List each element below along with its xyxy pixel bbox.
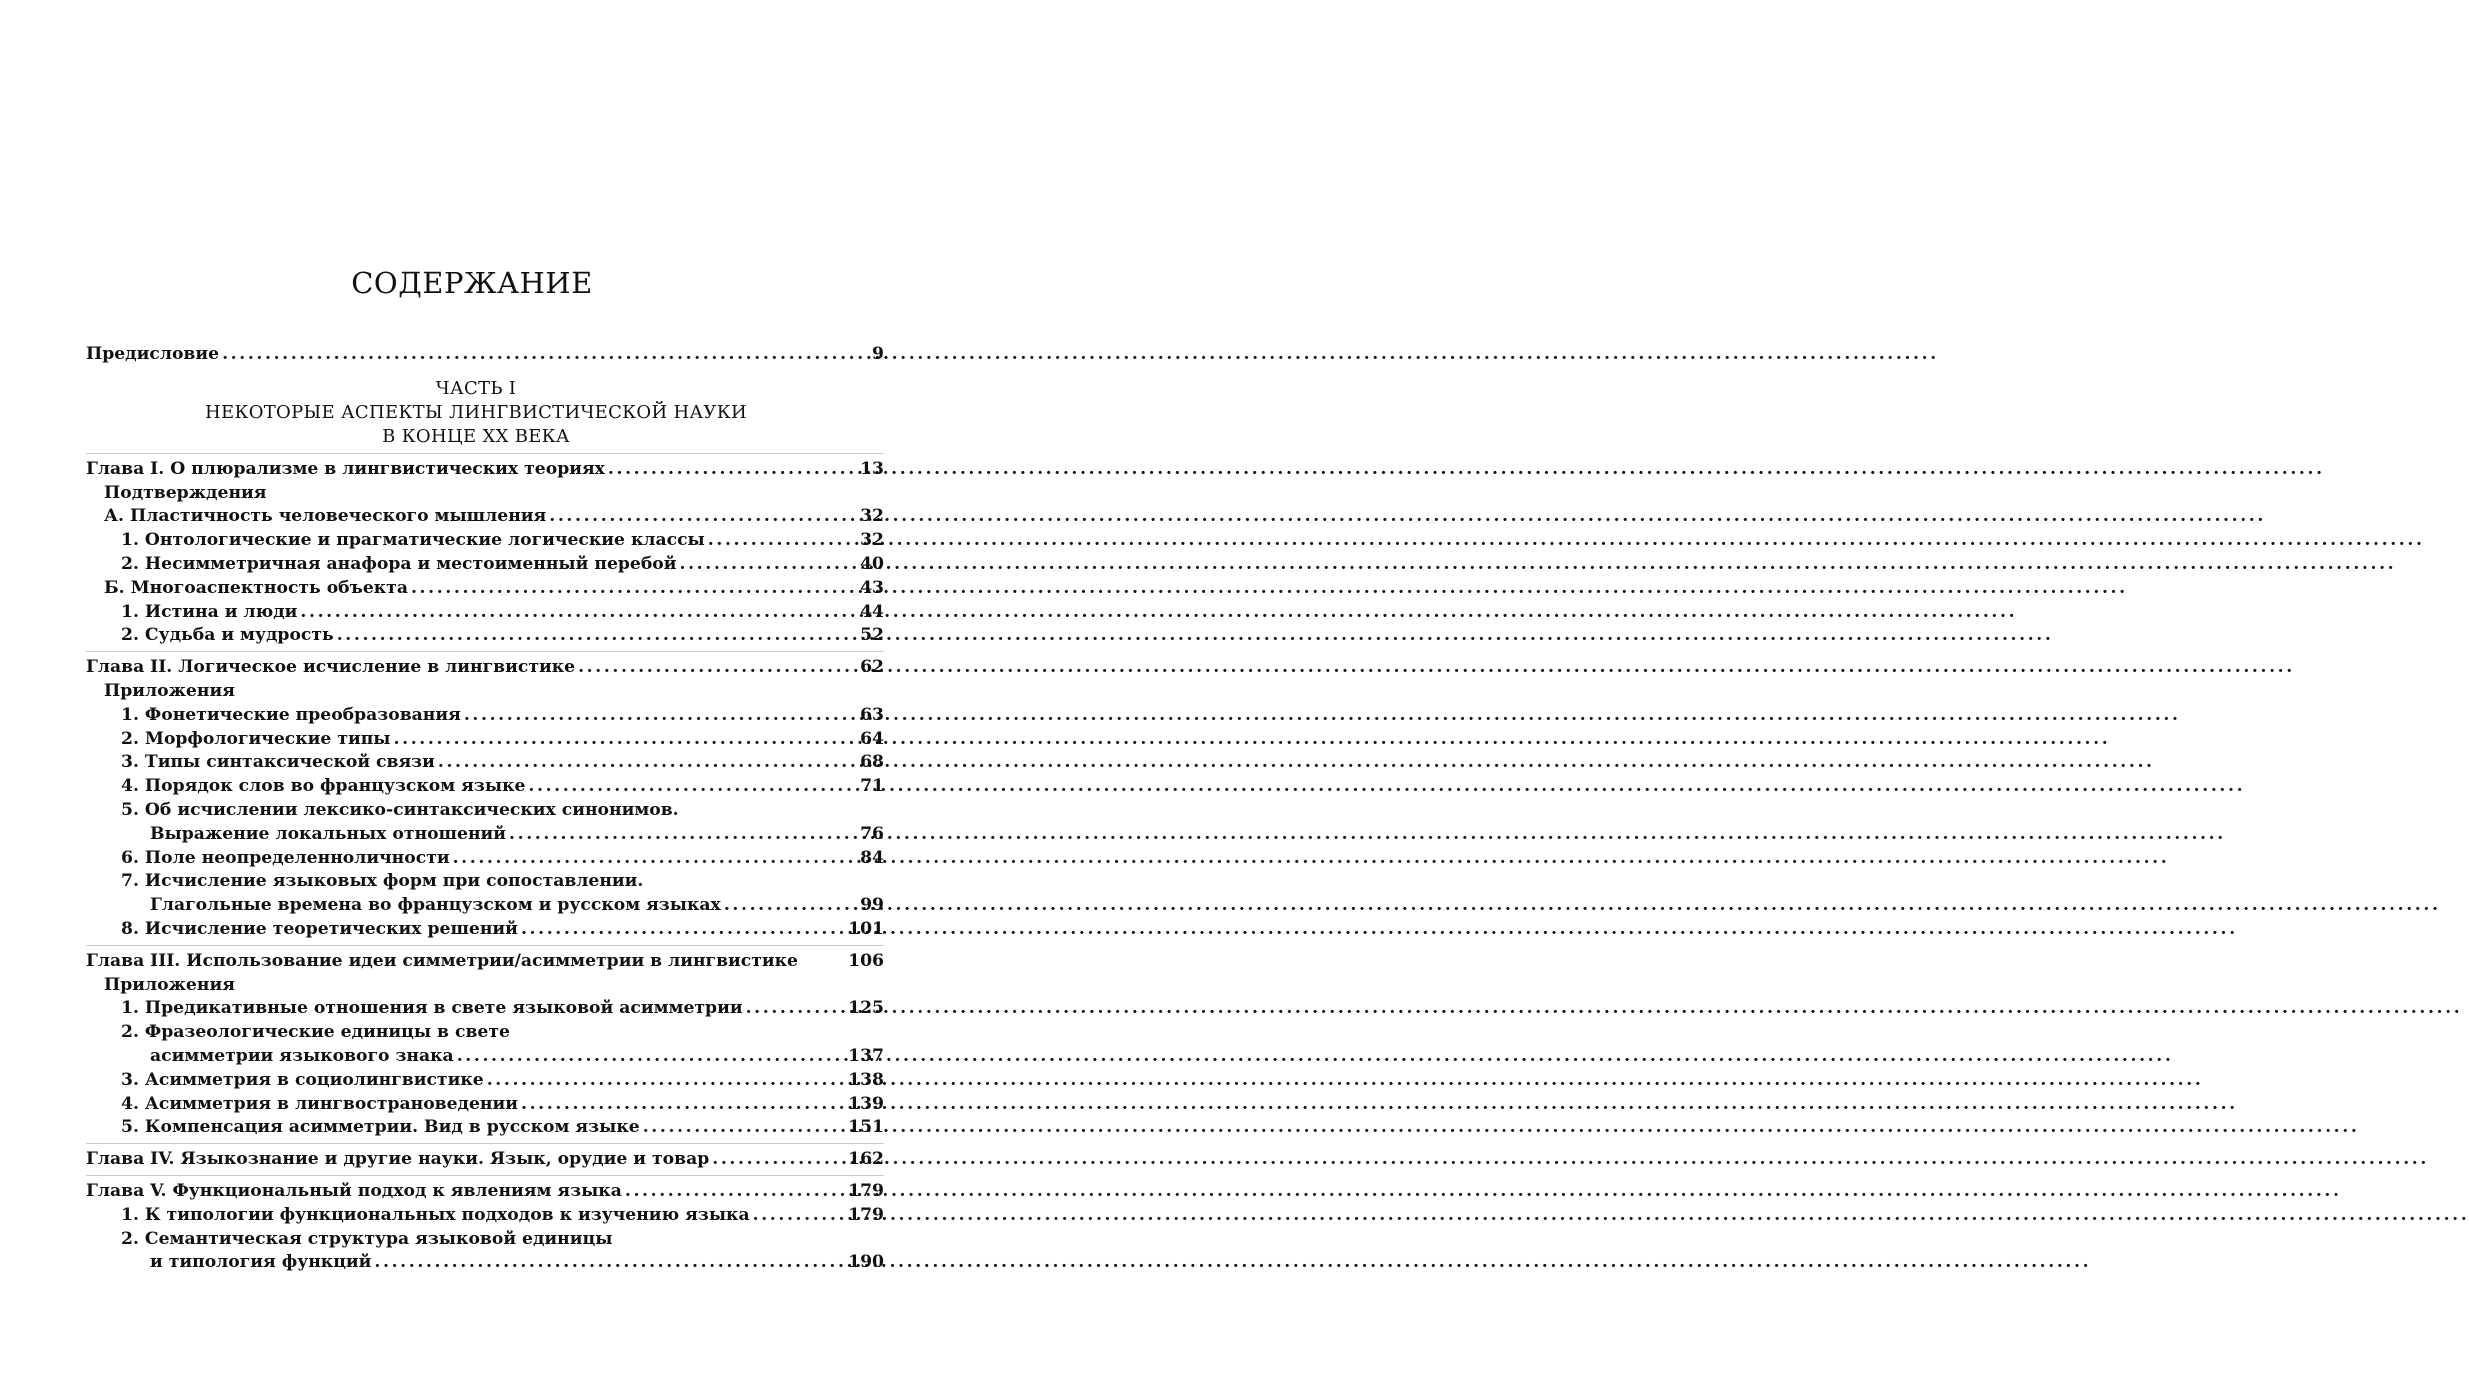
- toc-page-number: 179: [848, 1204, 884, 1225]
- divider: [86, 453, 884, 454]
- toc-entry-label: 1. Фонетические преобразования: [121, 704, 461, 725]
- toc-entry-label: 6. Поле неопределенноличности: [121, 847, 450, 868]
- toc-page-number: 68: [860, 752, 884, 773]
- toc-entry-label: 5. Компенсация асимметрии. Вид в русском языке: [121, 1117, 640, 1138]
- toc-page-number: 190: [848, 1252, 884, 1273]
- leader-dots: [453, 847, 844, 871]
- toc-entry-continued[interactable]: [86, 1228, 884, 1252]
- toc-entry-continued[interactable]: [86, 870, 884, 894]
- toc-entry-label: 2. Несимметричная анафора и местоименный перебой: [121, 553, 677, 574]
- divider: [86, 1143, 884, 1144]
- toc-page-number: 99: [860, 895, 884, 916]
- toc-entry-label: Глава III. Использование идеи симметрии/асимметрии в лингвистике: [86, 950, 798, 971]
- leader-dots: [457, 1045, 844, 1069]
- toc-entry[interactable]: [86, 1045, 884, 1069]
- toc-entry-chapter-1[interactable]: [86, 458, 884, 482]
- toc-entry-label: 1. К типологии функциональных подходов к изучению языка: [121, 1204, 750, 1225]
- leader-dots: [625, 1180, 844, 1204]
- toc-page-number: 71: [860, 776, 884, 797]
- toc-entry[interactable]: [86, 505, 884, 529]
- toc-subheading: [86, 680, 884, 704]
- leader-dots: [643, 1116, 844, 1140]
- toc-entry-label: асимметрии языкового знака: [150, 1045, 454, 1066]
- leader-dots: [337, 624, 844, 648]
- part-title-line-2: В КОНЦЕ XX ВЕКА: [382, 425, 570, 447]
- toc-entry-label: 4. Порядок слов во французском языке: [121, 776, 526, 797]
- leader-dots: [746, 997, 844, 1021]
- toc-subheading-label: Подтверждения: [104, 482, 267, 503]
- divider: [86, 1175, 884, 1176]
- toc-entry-continued[interactable]: [86, 799, 884, 823]
- leader-dots: [712, 1148, 844, 1172]
- toc-page-number: 106: [848, 950, 884, 971]
- leader-dots: [222, 343, 844, 367]
- divider: [86, 651, 884, 652]
- leader-dots: [549, 505, 844, 529]
- toc-entry[interactable]: [86, 577, 884, 601]
- leader-dots: [374, 1251, 844, 1275]
- toc-entry[interactable]: [86, 1093, 884, 1117]
- toc-entry-continued[interactable]: [86, 1021, 884, 1045]
- toc-entry[interactable]: [86, 553, 884, 577]
- toc-page-number: 179: [848, 1180, 884, 1201]
- toc-subheading-label: Приложения: [104, 680, 235, 701]
- part-title-line-1: НЕКОТОРЫЕ АСПЕКТЫ ЛИНГВИСТИЧЕСКОЙ НАУКИ: [205, 401, 747, 423]
- toc-entry[interactable]: [86, 918, 884, 942]
- toc-entry-label: 2. Морфологические типы: [121, 728, 391, 749]
- toc-page-number: 32: [860, 506, 884, 527]
- toc-entry[interactable]: [86, 529, 884, 553]
- leader-dots: [487, 1069, 844, 1093]
- toc-entry-label: Глава IV. Языкознание и другие науки. Язык, орудие и товар: [86, 1149, 710, 1170]
- toc-entry[interactable]: [86, 751, 884, 775]
- leader-dots: [464, 704, 844, 728]
- toc-entry[interactable]: [86, 1069, 884, 1093]
- toc-entry-chapter-3[interactable]: [86, 950, 884, 974]
- toc-entry-label: 7. Исчисление языковых форм при сопоставлении.: [121, 871, 644, 892]
- part-heading: [86, 377, 866, 449]
- toc-entry[interactable]: [86, 624, 884, 648]
- toc-entry-label: Предисловие: [86, 344, 220, 364]
- toc-page-number: 138: [848, 1069, 884, 1090]
- toc-entry-label: и типология функций: [150, 1252, 372, 1273]
- part-number: ЧАСТЬ I: [435, 377, 517, 399]
- toc-entry[interactable]: [86, 1116, 884, 1140]
- table-of-contents: [86, 343, 884, 1275]
- leader-dots: [608, 458, 844, 482]
- toc-page-number: 137: [848, 1045, 884, 1066]
- leader-dots: [521, 918, 844, 942]
- toc-page-number: 44: [860, 601, 884, 622]
- toc-page-number: 40: [860, 553, 884, 574]
- toc-page-number: 13: [860, 458, 884, 479]
- toc-entry[interactable]: [86, 1251, 884, 1275]
- toc-entry[interactable]: [86, 894, 884, 918]
- toc-entry[interactable]: [86, 704, 884, 728]
- toc-entry-chapter-5[interactable]: [86, 1180, 884, 1204]
- leader-dots: [680, 553, 844, 577]
- toc-entry-label: 3. Типы синтаксической связи: [121, 752, 435, 773]
- page: [0, 0, 969, 1394]
- toc-entry-label: 2. Фразеологические единицы в свете: [121, 1022, 510, 1043]
- toc-page-number: 125: [848, 998, 884, 1019]
- toc-entry-label: 8. Исчисление теоретических решений: [121, 918, 518, 939]
- toc-entry-label: 2. Семантическая структура языковой единицы: [121, 1228, 613, 1249]
- toc-page-number: 64: [860, 728, 884, 749]
- toc-page-number: 32: [860, 530, 884, 551]
- toc-page-number: 162: [848, 1149, 884, 1170]
- toc-page-number: 76: [860, 823, 884, 844]
- divider: [86, 945, 884, 946]
- toc-entry-label: Глава I. О плюрализме в лингвистических теориях: [86, 458, 605, 479]
- leader-dots: [438, 751, 844, 775]
- leader-dots: [521, 1093, 844, 1117]
- toc-entry-label: Глава II. Логическое исчисление в лингвистике: [86, 657, 576, 678]
- toc-entry-label: 4. Асимметрия в лингвострановедении: [121, 1093, 518, 1114]
- toc-entry-label: Б. Многоаспектность объекта: [104, 577, 408, 598]
- leader-dots: [411, 577, 844, 601]
- leader-dots: [578, 656, 844, 680]
- leader-dots: [509, 823, 844, 847]
- toc-entry-label: Выражение локальных отношений: [150, 823, 507, 844]
- leader-dots: [708, 529, 844, 553]
- toc-page-number: 43: [860, 577, 884, 598]
- toc-entry-label: А. Пластичность человеческого мышления: [104, 506, 547, 527]
- toc-entry-label: 1. Онтологические и прагматические логические классы: [121, 530, 705, 551]
- toc-entry-chapter-4[interactable]: [86, 1148, 884, 1172]
- toc-entry-chapter-2[interactable]: [86, 656, 884, 680]
- toc-entry-label: 1. Истина и люди: [121, 601, 298, 622]
- toc-entry-label: 3. Асимметрия в социолингвистике: [121, 1069, 484, 1090]
- toc-page-number: 63: [860, 704, 884, 725]
- toc-entry[interactable]: [86, 1204, 884, 1228]
- leader-dots: [528, 775, 844, 799]
- toc-entry[interactable]: [86, 728, 884, 752]
- toc-page-number: 9: [872, 344, 884, 364]
- leader-dots: [394, 728, 844, 752]
- toc-entry[interactable]: [86, 997, 884, 1021]
- toc-page-number: 52: [860, 625, 884, 646]
- toc-entry[interactable]: [86, 823, 884, 847]
- leader-dots: [300, 601, 844, 625]
- toc-subheading: [86, 974, 884, 998]
- toc-entry[interactable]: [86, 601, 884, 625]
- toc-page-number: 62: [860, 657, 884, 678]
- toc-entry-label: 5. Об исчислении лексико-синтаксических синонимов.: [121, 799, 679, 820]
- toc-entry-label: 2. Судьба и мудрость: [121, 625, 334, 646]
- toc-subheading-label: Приложения: [104, 974, 235, 995]
- toc-entry-label: 1. Предикативные отношения в свете языковой асимметрии: [121, 998, 743, 1019]
- page-title: СОДЕРЖАНИЕ: [351, 266, 593, 300]
- toc-entry-preface[interactable]: [86, 343, 884, 367]
- toc-entry[interactable]: [86, 847, 884, 871]
- leader-dots: [753, 1204, 844, 1228]
- toc-page-number: 101: [848, 918, 884, 939]
- leader-dots: [724, 894, 844, 918]
- toc-entry-label: Глава V. Функциональный подход к явлениям языка: [86, 1180, 622, 1201]
- toc-page-number: 151: [848, 1117, 884, 1138]
- toc-subheading: [86, 482, 884, 506]
- toc-entry[interactable]: [86, 775, 884, 799]
- toc-entry-label: Глагольные времена во французском и русском языках: [150, 895, 721, 916]
- toc-page-number: 139: [848, 1093, 884, 1114]
- toc-page-number: 84: [860, 847, 884, 868]
